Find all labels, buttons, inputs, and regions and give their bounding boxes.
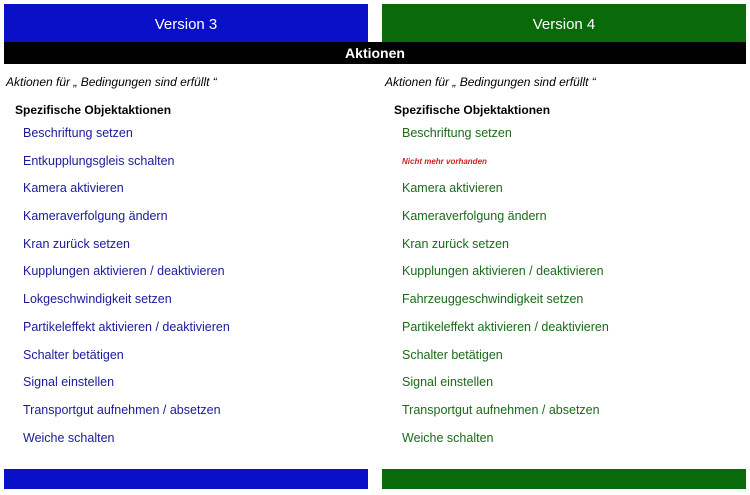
- version4-header-label: Version 4: [532, 15, 596, 33]
- actions-banner-title: Aktionen: [345, 45, 405, 61]
- version3-column: [6, 72, 370, 452]
- list-item: Weiche schalten: [402, 430, 494, 445]
- list-item: Kamera aktivieren: [23, 181, 124, 196]
- version3-action-list: [6, 120, 370, 452]
- list-item: Schalter betätigen: [402, 347, 503, 362]
- list-item: Kran zurück setzen: [402, 236, 509, 251]
- version3-footer-bar: [4, 469, 368, 489]
- list-item: Kameraverfolgung ändern: [23, 209, 168, 224]
- version3-intro: Aktionen für „ Bedingungen sind erfüllt “: [6, 75, 217, 89]
- list-item: Transportgut aufnehmen / absetzen: [402, 402, 600, 417]
- version3-header-label: Version 3: [154, 15, 218, 33]
- list-item: Signal einstellen: [23, 375, 115, 390]
- list-item: Fahrzeuggeschwindigkeit setzen: [402, 292, 584, 307]
- version4-intro: Aktionen für „ Bedingungen sind erfüllt “: [385, 75, 596, 89]
- list-item: Signal einstellen: [402, 375, 494, 390]
- version4-section-title: Spezifische Objektaktionen: [394, 103, 551, 117]
- list-item: Beschriftung setzen: [23, 126, 133, 140]
- removed-notice: Nicht mehr vorhanden: [402, 156, 487, 166]
- list-item: Partikeleffekt aktivieren / deaktivieren: [402, 319, 609, 334]
- version4-column: [385, 72, 749, 452]
- list-item: Kupplungen aktivieren / deaktivieren: [402, 264, 604, 279]
- list-item: Lokgeschwindigkeit setzen: [23, 292, 172, 307]
- version3-header: [4, 4, 368, 42]
- list-item: Entkupplungsgleis schalten: [23, 153, 175, 168]
- list-item: Beschriftung setzen: [402, 126, 512, 140]
- list-item: Partikeleffekt aktivieren / deaktivieren: [23, 319, 230, 334]
- list-item: Kameraverfolgung ändern: [402, 209, 547, 224]
- list-item: Kran zurück setzen: [23, 236, 130, 251]
- list-item: Weiche schalten: [23, 430, 115, 445]
- list-item: Transportgut aufnehmen / absetzen: [23, 402, 221, 417]
- actions-banner: [4, 42, 746, 64]
- list-item: Kupplungen aktivieren / deaktivieren: [23, 264, 225, 279]
- version3-section-title: Spezifische Objektaktionen: [15, 103, 172, 117]
- version4-header: [382, 4, 746, 42]
- list-item: Kamera aktivieren: [402, 181, 503, 196]
- version4-action-list: [385, 120, 749, 452]
- version4-footer-bar: [382, 469, 746, 489]
- list-item: Schalter betätigen: [23, 347, 124, 362]
